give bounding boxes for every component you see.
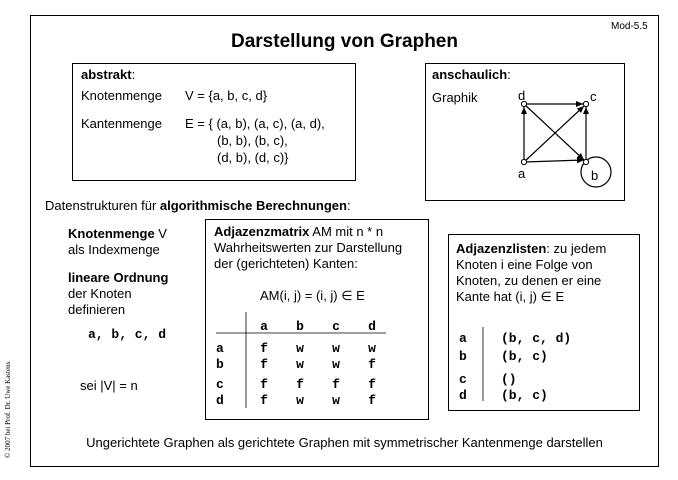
- matrix-row: [216, 376, 390, 392]
- matrix-cell: f: [260, 392, 268, 408]
- der-knoten-text: der Knoten: [68, 286, 132, 301]
- matrix-desc-line-3: der (gerichteten) Kanten:: [214, 256, 358, 271]
- slide-id: Mod-5.5: [611, 21, 648, 32]
- matrix-col-header: d: [368, 318, 376, 334]
- matrix-col-header: b: [296, 318, 304, 334]
- matrix-box: [205, 219, 429, 420]
- matrix-row-label: b: [216, 356, 224, 372]
- matrix-cell: w: [332, 392, 340, 408]
- list-label: d: [459, 388, 467, 403]
- edge-d-b: [524, 104, 584, 160]
- list-value: (): [501, 372, 517, 387]
- visual-box: [425, 63, 625, 201]
- list-label: b: [459, 349, 467, 364]
- adjacency-matrix: [216, 318, 390, 408]
- matrix-row: [216, 340, 390, 356]
- node-label-c: c: [590, 89, 597, 104]
- datastructures-line: Datenstrukturen für algorithmische Berechnungen:: [45, 198, 351, 213]
- lists-desc-line-2: Knoten i eine Folge von: [456, 257, 593, 272]
- matrix-col-header: a: [260, 318, 268, 334]
- matrix-cell: w: [368, 340, 376, 356]
- size-definition: sei |V| = n: [80, 378, 138, 393]
- knotenmenge-label: Knotenmenge: [81, 88, 162, 103]
- matrix-cell: f: [260, 340, 268, 356]
- matrix-row-label: c: [216, 376, 224, 392]
- knotenmenge-value: V = {a, b, c, d}: [185, 88, 268, 103]
- matrix-header-row: [216, 318, 390, 334]
- lists-desc-line-3: Knoten, zu denen er eine: [456, 273, 602, 288]
- node-label-a: a: [518, 166, 526, 181]
- matrix-cell: f: [368, 376, 376, 392]
- matrix-cell: f: [260, 376, 268, 392]
- kantenmenge-line-3: (d, b), (d, c)}: [217, 150, 289, 165]
- list-label: c: [459, 372, 467, 387]
- node-label-b: b: [591, 168, 599, 183]
- lists-heading: Adjazenzlisten: zu jedem: [456, 241, 607, 256]
- graphik-label: Graphik: [432, 90, 478, 105]
- node-a: [521, 159, 526, 164]
- footer-note: Ungerichtete Graphen als gerichtete Graphen mit symmetrischer Kantenmenge darstellen: [86, 435, 603, 450]
- matrix-cell: w: [296, 392, 304, 408]
- matrix-desc-line-2: Wahrheitswerten zur Darstellung: [214, 240, 403, 255]
- matrix-cell: f: [368, 392, 376, 408]
- definieren-text: definieren: [68, 302, 126, 317]
- matrix-cell: w: [332, 356, 340, 372]
- list-value: (b, c): [501, 349, 548, 364]
- indexmenge-text: als Indexmenge: [68, 242, 160, 257]
- visual-heading: anschaulich:: [432, 67, 511, 82]
- matrix-formula: AM(i, j) = (i, j) ∈ E: [260, 288, 365, 303]
- matrix-row-label: d: [216, 392, 224, 408]
- matrix-cell: w: [296, 340, 304, 356]
- matrix-cell: f: [368, 356, 376, 372]
- abstract-box: [72, 63, 356, 181]
- node-label-d: d: [518, 88, 526, 103]
- matrix-cell: f: [332, 376, 340, 392]
- matrix-row: [216, 392, 390, 408]
- matrix-row-label: a: [216, 340, 224, 356]
- matrix-heading: Adjazenzmatrix AM mit n * n: [214, 224, 384, 239]
- matrix-cell: w: [332, 340, 340, 356]
- list-value: (b, c): [501, 388, 548, 403]
- matrix-col-header: c: [332, 318, 340, 334]
- graph-drawing: [426, 64, 624, 200]
- kantenmenge-label: Kantenmenge: [81, 116, 162, 131]
- node-c: [583, 101, 588, 106]
- lists-divider: [449, 235, 639, 410]
- page-title: Darstellung von Graphen: [231, 31, 458, 52]
- kantenmenge-line-2: (b, b), (b, c),: [217, 133, 288, 148]
- list-label: a: [459, 331, 467, 346]
- copyright-note: © 2007 bei Prof. Dr. Uwe Kastens: [4, 361, 12, 458]
- lists-desc-line-4: Kante hat (i, j) ∈ E: [456, 289, 565, 304]
- edge-a-c: [524, 106, 584, 162]
- matrix-cell: w: [296, 356, 304, 372]
- matrix-cell: f: [260, 356, 268, 372]
- matrix-row: [216, 356, 390, 372]
- order-sequence: a, b, c, d: [88, 327, 167, 342]
- node-b: [583, 159, 588, 164]
- lists-box: [448, 234, 640, 411]
- knotenmenge-index-line: Knotenmenge V: [68, 226, 167, 241]
- lineare-ordnung-heading: lineare Ordnung: [68, 270, 169, 285]
- list-value: (b, c, d): [501, 331, 572, 346]
- abstract-heading: abstrakt:: [81, 67, 136, 82]
- edge-a-b: [524, 160, 584, 162]
- kantenmenge-line-1: E = { (a, b), (a, c), (a, d),: [185, 116, 325, 131]
- matrix-cell: f: [296, 376, 304, 392]
